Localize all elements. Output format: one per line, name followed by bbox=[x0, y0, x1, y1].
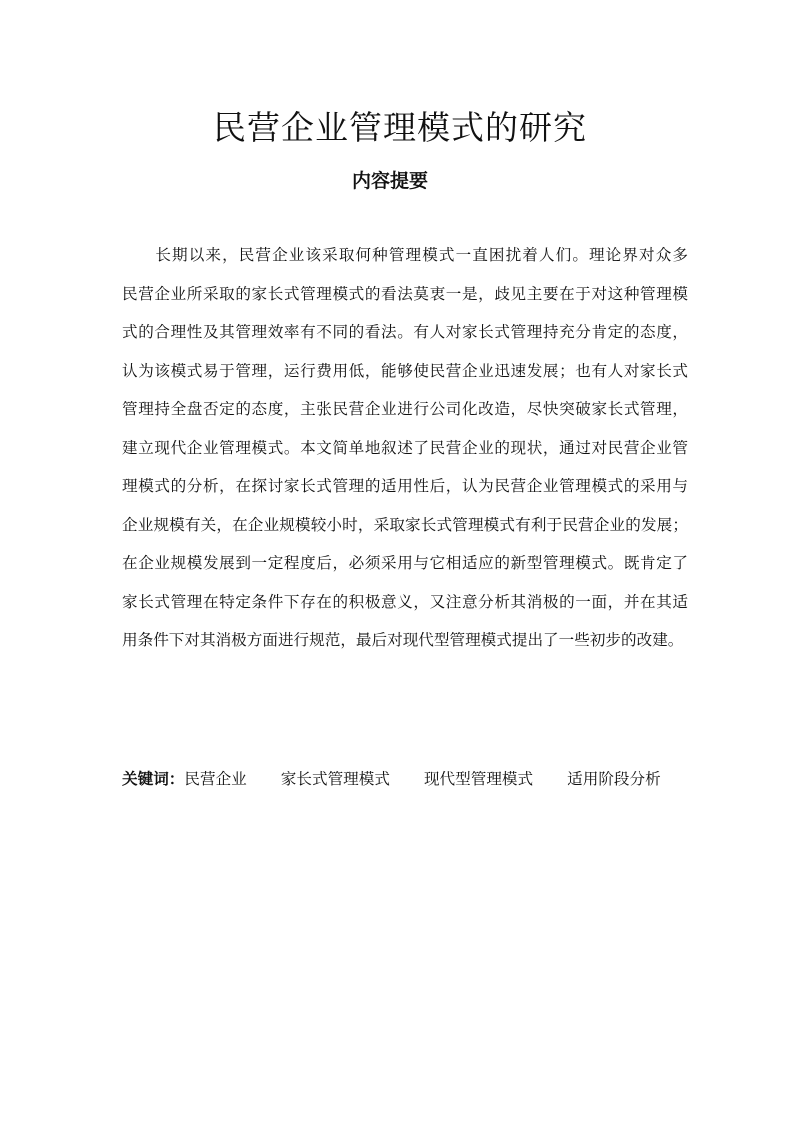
abstract-line: 在企业规模发展到一定程度后，必须采用与它相适应的新型管理模式。既肯定了 bbox=[122, 554, 688, 572]
keyword-item: 家长式管理模式 bbox=[280, 770, 390, 788]
abstract-line: 理模式的分析，在探讨家长式管理的适用性后，认为民营企业管理模式的采用与 bbox=[122, 477, 688, 495]
keywords-label: 关键词： bbox=[122, 770, 185, 788]
keyword-item: 适用阶段分析 bbox=[567, 770, 661, 788]
keyword-item: 现代型管理模式 bbox=[423, 770, 534, 788]
abstract-line: 企业规模有关，在企业规模较小时，采取家长式管理模式有利于民营企业的发展； bbox=[122, 515, 688, 534]
keywords-row bbox=[122, 766, 695, 792]
abstract-paragraph bbox=[122, 236, 688, 660]
abstract-line: 用条件下对其消极方面进行规范，最后对现代型管理模式提出了一些初步的改建。 bbox=[122, 631, 684, 649]
abstract-line: 认为该模式易于管理，运行费用低，能够使民营企业迅速发展；也有人对家长式 bbox=[122, 361, 688, 380]
abstract-line: 长期以来，民营企业该采取何种管理模式一直困扰着人们。理论界对众多 bbox=[122, 246, 688, 264]
abstract-heading: 内容提要 bbox=[351, 170, 428, 192]
abstract-line: 民营企业所采取的家长式管理模式的看法莫衷一是，歧见主要在于对这种管理模 bbox=[122, 284, 688, 303]
abstract-line: 家长式管理在特定条件下存在的积极意义，又注意分析其消极的一面，并在其适 bbox=[122, 592, 688, 611]
keyword-item: 民营企业 bbox=[184, 770, 247, 788]
document-title: 民营企业管理模式的研究 bbox=[213, 108, 587, 147]
abstract-line: 式的合理性及其管理效率有不同的看法。有人对家长式管理持充分肯定的态度， bbox=[122, 323, 688, 341]
abstract-line: 管理持全盘否定的态度，主张民营企业进行公司化改造，尽快突破家长式管理， bbox=[122, 400, 688, 418]
abstract-line: 建立现代企业管理模式。本文简单地叙述了民营企业的现状，通过对民营企业管 bbox=[122, 438, 688, 457]
